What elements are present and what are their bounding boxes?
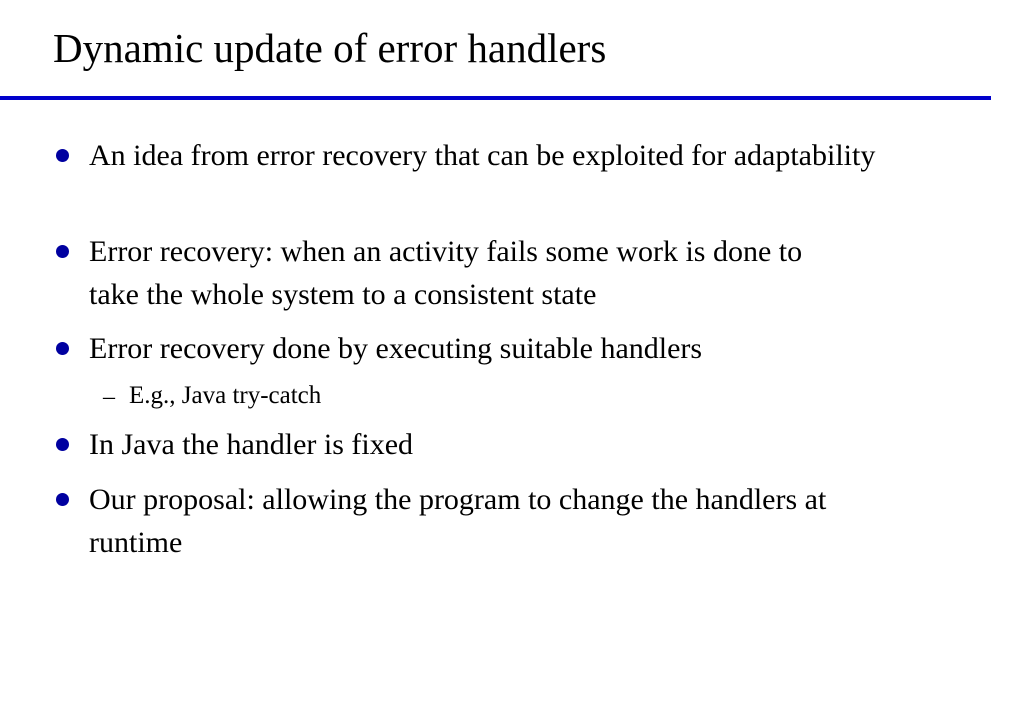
bullet-item: An idea from error recovery that can be exploited for adaptability bbox=[89, 139, 876, 172]
bullet-item: Error recovery done by executing suitable handlers bbox=[89, 332, 703, 365]
bullet-dot-icon bbox=[56, 245, 69, 258]
bullet-item: Error recovery: when an activity fails some work is done to take the whole system to a consistent state bbox=[89, 235, 803, 311]
bullet-dot-icon bbox=[56, 342, 69, 355]
bullet-dot-icon bbox=[56, 438, 69, 451]
bullet-item: Our proposal: allowing the program to change the handlers at runtime bbox=[89, 483, 827, 559]
slide-title: Dynamic update of error handlers bbox=[53, 25, 607, 71]
bullet-dot-icon bbox=[56, 493, 69, 506]
sub-bullet-dash-icon: – bbox=[103, 384, 115, 410]
bullet-dot-icon bbox=[56, 149, 69, 162]
bullet-item: In Java the handler is fixed bbox=[89, 428, 414, 461]
sub-bullet-item: E.g., Java try-catch bbox=[129, 382, 322, 409]
